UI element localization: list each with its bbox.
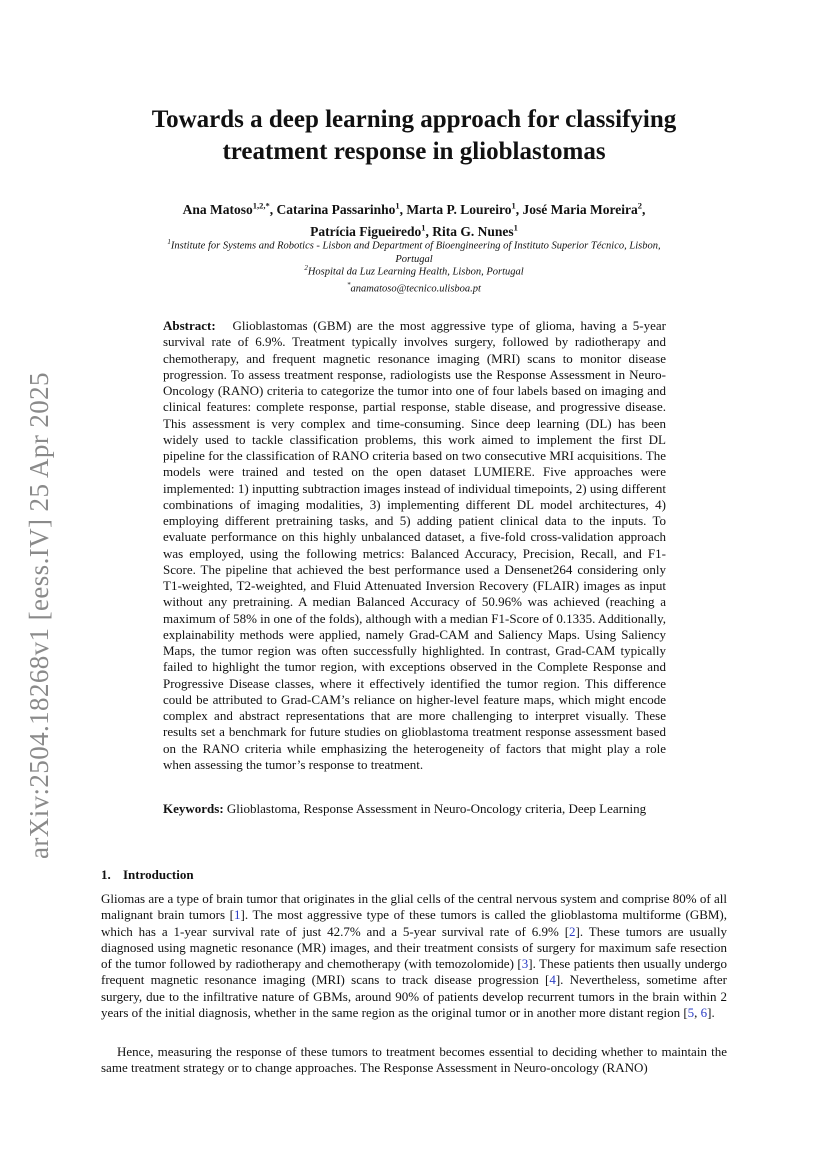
- author-affiliation-marker: 1: [511, 200, 516, 210]
- citation-link[interactable]: 4: [549, 972, 556, 988]
- citation-link[interactable]: 1: [234, 907, 241, 923]
- author-name: Marta P. Loureiro: [406, 201, 512, 217]
- arxiv-stamp-text: arXiv:2504.18268v1 [eess.IV] 25 Apr 2025: [23, 371, 54, 859]
- citation-link[interactable]: 6: [700, 1005, 708, 1021]
- author: [277, 202, 407, 217]
- corresponding-email: [150, 279, 678, 296]
- paper-title: [100, 104, 728, 168]
- author-list: [110, 196, 718, 241]
- section-heading-introduction: [101, 867, 194, 883]
- paragraph-text: Hence, measuring the response of these tumors to treatment becomes essential to deciding whether to maintain the same treatment strategy or to change approaches. The Response Assessment in Neuro-oncology (RANO): [101, 1044, 727, 1076]
- affiliation-2: [150, 262, 678, 279]
- keywords-text: Glioblastoma, Response Assessment in Neuro-Oncology criteria, Deep Learning: [226, 801, 647, 816]
- author: [523, 202, 646, 217]
- text-run: ]. These tumors are usually diagnosed using magnetic resonance (MR) images, and their treatment consists of surgery for maximum safe resection of the tumor followed by radiotherapy and chemotherapy (with temozolomide) [: [101, 923, 727, 972]
- arxiv-identifier-stamp: [14, 360, 64, 870]
- text-run: ].: [707, 1005, 715, 1021]
- author-separator: ,: [399, 201, 407, 217]
- author-affiliation-marker: 1: [395, 200, 400, 210]
- author-name: José Maria Moreira: [522, 201, 638, 217]
- citation-link[interactable]: 2: [569, 923, 576, 939]
- keywords-label: Keywords:: [163, 801, 224, 816]
- title-line-2: treatment response in glioblastomas: [222, 138, 606, 165]
- section-number: 1.: [101, 867, 111, 882]
- author-name: Patrícia Figueiredo: [310, 224, 422, 239]
- affiliation-marker: 1: [167, 238, 171, 246]
- citation-link[interactable]: 3: [521, 956, 529, 972]
- author-affiliation-marker: 2: [637, 200, 642, 210]
- author-affiliation-marker: 1: [421, 222, 426, 233]
- section-title: Introduction: [123, 867, 194, 882]
- author: [406, 202, 522, 217]
- intro-paragraph-2: [101, 1044, 727, 1077]
- abstract-label: Abstract:: [163, 318, 216, 333]
- abstract-text: Glioblastomas (GBM) are the most aggressive type of glioma, having a 5-year survival rate of 6.9%. Treatment typically involves surgery, followed by radiotherapy and chemotherapy, and frequent magnetic resonance imaging (MRI) scans to monitor disease progression. To assess treatment response, radiologists use the Response Assessment in Neuro-Oncology (RANO) criteria to categorize the tumor into one of four labels based on imaging and clinical features: complete response, partial response, stable disease, and progressive disease. This assessment is very complex and time-consuming. Since deep learning (DL) has been widely used to tackle classification problems, this work aimed to implement the first DL pipeline for the classification of RANO criteria based on two consecutive MRI acquisitions. The models were trained and tested on the open dataset LUMIERE. Five approaches were implemented: 1) inputting subtraction images instead of individual timepoints, 2) using different combinations of imaging modalities, 3) implementing different DL model architectures, 4) employing different pretraining tasks, and 5) adding patient clinical data to the inputs. To evaluate performance on this highly unbalanced dataset, a five-fold cross-validation approach was employed, using the following metrics: Balanced Accuracy, Precision, Recall, and F1-Score. The pipeline that achieved the best performance used a Densenet264 considering only T1-weighted, T2-weighted, and Fluid Attenuated Inversion Recovery (FLAIR) images as input without any pretraining. A median Balanced Accuracy of 50.96% was achieved (reaching a maximum of 58% in one of the folds), although with a median F1-Score of 0.1335. Additionally, explainability methods were applied, namely Grad-CAM and Saliency Maps. Using Saliency Maps, the tumor region was often successfully highlighted. In contrast, Grad-CAM typically failed to highlight the tumor region, with exceptions observed in the Complete Response and Progressive Disease classes, where it effectively identified the tumor region. This difference could be attributed to Grad-CAM’s reliance on higher-level feature maps, which might encode complex and abstract representations that are more challenging to interpret visually. These results set a benchmark for future studies on glioblastoma treatment response assessment based on the RANO criteria while emphasizing the heterogeneity of factors that might play a role when assessing the tumor’s response to treatment.: [163, 318, 667, 772]
- affiliation-text: Institute for Systems and Robotics - Lisbon and Department of Bioengineering of Instituto Superior Técnico, Lisbon, Portugal: [170, 240, 661, 265]
- author-affiliation-marker: 1,2,*: [252, 200, 270, 210]
- author-name: Rita G. Nunes: [432, 224, 514, 239]
- email-marker: *: [347, 281, 351, 289]
- author-affiliation-marker: 1: [513, 222, 518, 233]
- author-separator: ,: [515, 201, 523, 217]
- text-run: Gliomas are a type of brain tumor that originates in the glial cells of the central nervous system and comprise 80% of all malignant brain tumors [: [101, 891, 727, 923]
- email-address: anamatoso@tecnico.ulisboa.pt: [350, 283, 481, 295]
- author-separator: ,: [269, 201, 277, 217]
- text-run: ]. Nevertheless, sometime after surgery, due to the infiltrative nature of GBMs, around 90% of patients develop recurrent tumors in the brain within 2 years of the initial diagnosis, whether in the same region as the original tumor or in another more distant region [: [101, 972, 727, 1021]
- intro-paragraph-1: [101, 891, 727, 1021]
- affiliation-text: Hospital da Luz Learning Health, Lisbon, Portugal: [307, 266, 524, 278]
- title-line-1: Towards a deep learning approach for classifying: [151, 106, 677, 133]
- author-separator: ,: [425, 224, 433, 239]
- author-separator: ,: [641, 201, 646, 217]
- author-name: Ana Matoso: [182, 201, 253, 217]
- author: [183, 202, 277, 217]
- text-run: ]. The most aggressive type of these tumors is called the glioblastoma multiforme (GBM), which has a 1-year survival rate of just 42.7% and a 5-year survival rate of 6.9% [: [101, 907, 728, 939]
- author-name: Catarina Passarinho: [276, 201, 396, 217]
- text-run: ]. These patients then usually undergo frequent magnetic resonance imaging (MRI) scans to track disease progression [: [101, 956, 727, 988]
- citation-link[interactable]: 5: [687, 1005, 695, 1021]
- text-run: ,: [694, 1005, 701, 1021]
- keywords: [163, 801, 666, 817]
- affiliation-marker: 2: [304, 264, 308, 272]
- abstract: [163, 318, 666, 773]
